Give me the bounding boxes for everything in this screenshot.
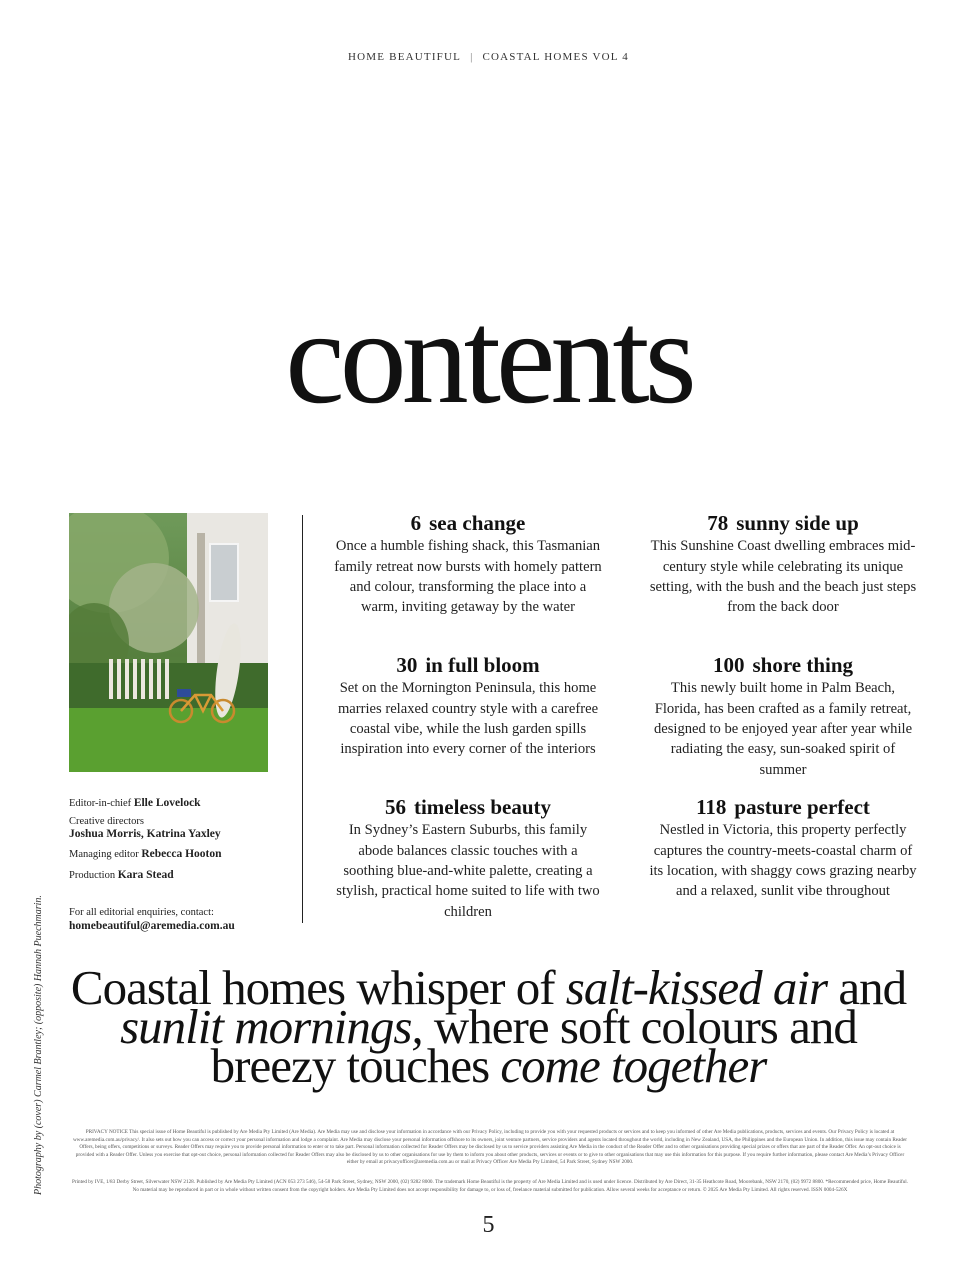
entry-description: This newly built home in Palm Beach, Florida, has been crafted as a family retreat, designed to be enjoyed year after year while radiating the easy, sun-soaked spirit of summer — [653, 680, 913, 778]
column-divider — [302, 515, 303, 923]
entry-heading — [648, 653, 918, 677]
contents-entry[interactable] — [648, 511, 918, 618]
entry-title: sunny side up — [736, 511, 859, 535]
credit-name: Elle Lovelock — [133, 797, 201, 809]
contents-entry[interactable] — [648, 653, 918, 780]
publisher-imprint: Printed by IVE, 1/83 Derby Street, Silverwater NSW 2128. Published by Are Media Pty Limited (ACN 053 273 546), 54-58 Park Street, Sydney, NSW 2000, (02) 9282 8000. The trademark Home Beautiful is the property of Are Media Limited and is used under licence. Distributed by Are Direct, 31-35 Heathcote Road, Moorebank, NSW 2170, (02) 9972 8800. *Recommended price, Home Beautiful. No material may be reproduced in part or in whole without written consent from the copyright holders. Are Media Pty Limited does not accept responsibility for damage to, or loss of, freelance material submitted for publication. Allow several weeks for acceptance or return. © 2025 Are Media Pty Limited. All rights reserved. ISSN 0004-526X — [71, 1179, 909, 1193]
credit-label: Creative directors — [69, 815, 144, 827]
enquiry-label: For all editorial enquiries, contact: — [69, 907, 214, 919]
entry-description: Once a humble fishing shack, this Tasmanian family retreat now bursts with homely pattern and colour, transforming the place into a warm, inviting getaway by the water — [334, 538, 602, 616]
entry-title: pasture perfect — [734, 795, 870, 819]
quote-italic: salt-kissed air — [565, 960, 828, 1015]
privacy-notice — [70, 1129, 910, 1167]
entry-heading — [333, 653, 603, 677]
credit-label: Editor-in-chief — [69, 798, 132, 809]
entry-description: Nestled in Victoria, this property perfectly captures the country-meets-coastal charm of its location, with shaggy cows grazing nearby and a relaxed, sunlit vibe throughout — [649, 822, 917, 900]
credit-editor — [69, 795, 294, 812]
entry-page-number: 118 — [696, 795, 727, 819]
credit-label: Production — [69, 869, 116, 881]
page-number: 5 — [482, 1212, 495, 1238]
credit-creative — [69, 816, 294, 842]
privacy-text: This special issue of Home Beautiful is published by Are Media Pty Limited (Are Media). Are Media may use and disclose your information in accordance with our Privacy Policy, including to provide you with your requested products or services and to keep you informed of other Are Media publications, products, services and events. Our Privacy Policy is located at www.aremedia.com.au/privacy/. It also sets out how you can access or correct your personal information and lodge a complaint. Are Media may disclose your personal information offshore to its owners, joint venture partners, service providers and agents located throughout the world, including in New Zealand, USA, the Philippines and the European Union. In addition, this issue may contain Reader Offers, being offers, competitions or surveys. Reader Offers may require you to provide personal information to enter or to take part. Personal information collected for Reader Offers may be disclosed by us to service providers assisting Are Media in the conduct of the Reader Offer and to other organisations providing special prizes or offers that are part of the Reader Offer. An opt-out choice is provided with a Reader Offer. Unless you exercise that opt-out choice, personal information collected for Reader Offers may also be disclosed by us to other organisations for use by them to inform you about other products, services or events or to give to other organisations that may use this information for this purpose. If you require further information, please contact Are Media’s Privacy Officer either by email at privacyofficer@aremedia.com.au or mail at Privacy Officer Are Media Pty Limited, 54 Park Street, Sydney NSW 2000. — [72, 1129, 908, 1166]
issue-name: COASTAL HOMES VOL 4 — [482, 51, 629, 63]
entry-heading — [333, 795, 603, 819]
entry-page-number: 56 — [384, 795, 406, 819]
running-header — [0, 51, 977, 63]
entry-title: timeless beauty — [413, 795, 552, 819]
credit-production — [69, 867, 294, 884]
credit-name: Kara Stead — [117, 868, 174, 881]
contents-entry[interactable] — [333, 653, 603, 760]
credit-label: Managing editor — [69, 849, 139, 861]
entry-description: This Sunshine Coast dwelling embraces mid-century style while celebrating its unique setting, with the bush and the beach just steps from the back door — [649, 538, 917, 616]
magazine-name: HOME BEAUTIFUL — [348, 51, 462, 63]
enquiry-contact — [69, 907, 294, 933]
entry-page-number: 6 — [410, 511, 422, 535]
entry-description: Set on the Mornington Peninsula, this home marries relaxed country style with a carefree coastal vibe, while the lush garden spills inspiration into every corner of the interiors — [337, 680, 599, 758]
photo-credit: Photography by (cover) Carmel Brantley; (opposite) Hannah Puechmarin. — [33, 895, 44, 1195]
credit-name: Rebecca Hooton — [141, 848, 222, 861]
photo-window — [209, 543, 239, 602]
entry-title: sea change — [429, 511, 526, 535]
entry-page-number: 100 — [712, 653, 745, 677]
bicycle-icon — [167, 685, 237, 725]
entry-heading — [648, 511, 918, 535]
entry-description: In Sydney’s Eastern Suburbs, this family abode balances classic touches with a soothing blue-and-white palette, creating a stylish, practical home suited to life with two children — [336, 822, 600, 920]
photo-shutter — [197, 533, 205, 663]
pull-quote: Coastal homes whisper of salt-kissed air and sunlit mornings, where soft colours and breezy touches come together — [70, 960, 907, 1093]
entry-title: shore thing — [752, 653, 854, 677]
quote-italic: sunlit mornings, — [120, 999, 423, 1054]
masthead-credits — [69, 795, 294, 934]
privacy-label: PRIVACY NOTICE — [85, 1129, 128, 1135]
contents-entry[interactable] — [333, 795, 603, 922]
entry-page-number: 78 — [707, 511, 729, 535]
photo-fence — [109, 659, 169, 699]
entry-heading — [333, 511, 603, 535]
entry-page-number: 30 — [396, 653, 418, 677]
quote-italic: come together — [500, 1038, 767, 1093]
garden-photo — [69, 513, 268, 772]
entry-title: in full bloom — [425, 653, 540, 677]
contents-entry[interactable] — [648, 795, 918, 902]
page-title: contents — [285, 283, 692, 431]
credit-name: Joshua Morris, Katrina Yaxley — [69, 828, 221, 841]
entry-heading — [648, 795, 918, 819]
contents-entry[interactable] — [333, 511, 603, 618]
contact-email-link[interactable]: homebeautiful@aremedia.com.au — [69, 920, 235, 932]
header-separator: | — [470, 51, 474, 63]
credit-managing — [69, 846, 294, 863]
